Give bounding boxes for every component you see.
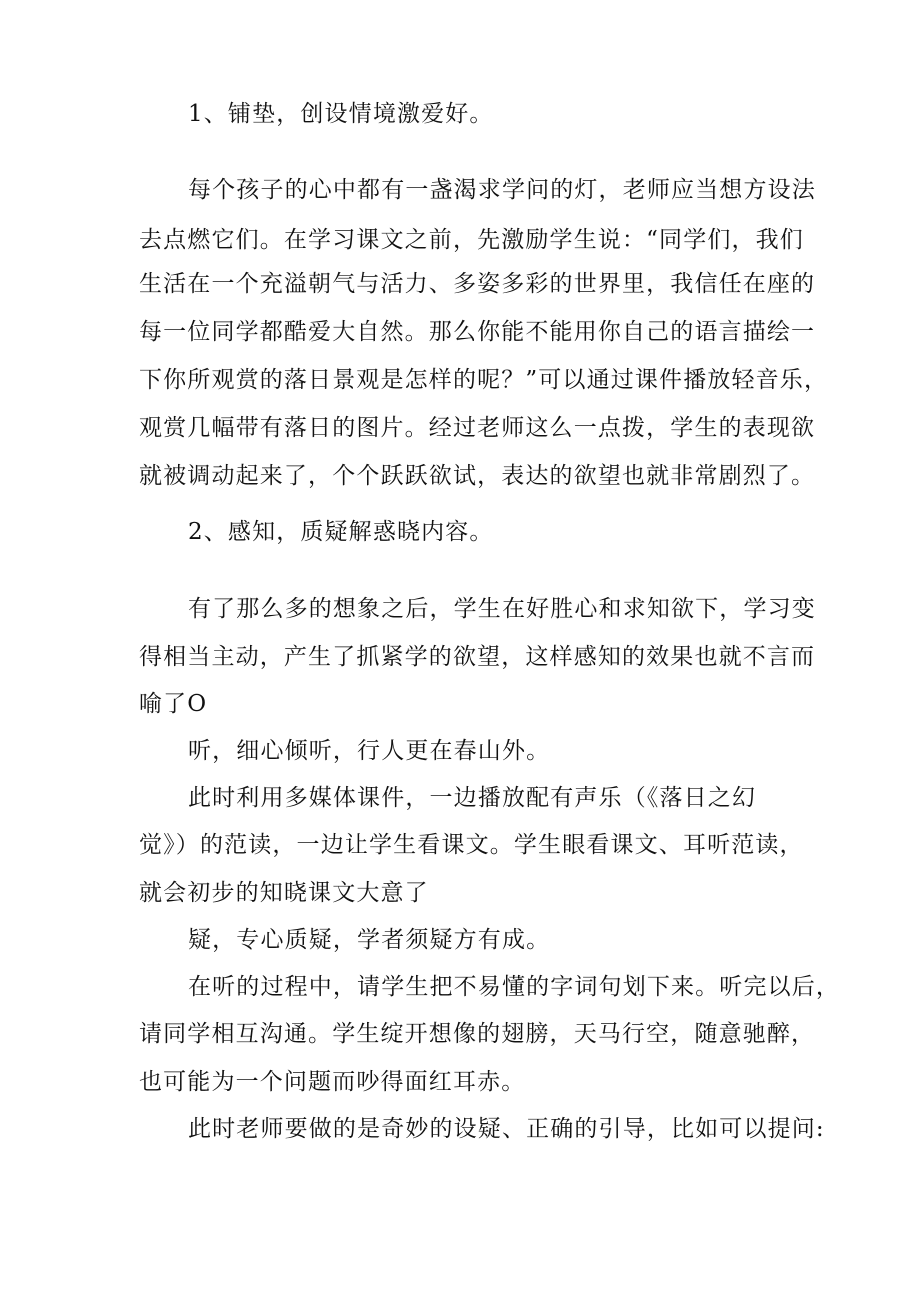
doubt-line: 疑，专心质疑，学者须疑方有成。 <box>188 927 551 953</box>
paragraph-2-line-2: 得相当主动，产生了抓紧学的欲望，这样感知的效果也就不言而 <box>139 644 816 670</box>
paragraph-3-line-3: 就会初步的知晓课文大意了 <box>139 880 429 906</box>
paragraph-2-line-3: 喻了O <box>139 691 208 717</box>
listen-line: 听，细心倾听，行人更在春山外。 <box>188 738 551 764</box>
section1-heading: 1、铺垫，创设情境激爱好。 <box>188 101 494 127</box>
paragraph-1-line-2: 去点燃它们。在学习课文之前，先激励学生说：“同学们，我们 <box>139 227 804 253</box>
paragraph-1-line-7: 就被调动起来了，个个跃跃欲试，表达的欲望也就非常剧烈了。 <box>139 463 816 489</box>
paragraph-4-line-2: 请同学相互沟通。学生绽开想像的翅膀，天马行空，随意驰醉， <box>139 1021 816 1047</box>
paragraph-4-line-3: 也可能为一个问题而吵得面红耳赤。 <box>139 1069 526 1095</box>
section2-heading: 2、感知，质疑解惑晓内容。 <box>188 519 494 545</box>
paragraph-1-line-3: 生活在一个充溢朝气与活力、多姿多彩的世界里，我信任在座的 <box>139 271 816 297</box>
paragraph-1-line-4: 每一位同学都酷爱大自然。那么你能不能用你自己的语言描绘一 <box>139 319 816 345</box>
paragraph-3-line-2: 觉》）的范读，一边让学生看课文。学生眼看课文、耳听范读， <box>139 832 804 858</box>
paragraph-3-line-1: 此时利用多媒体课件，一边播放配有声乐（《落日之幻 <box>188 785 757 811</box>
paragraph-1-line-6: 观赏几幅带有落日的图片。经过老师这么一点拨，学生的表现欲 <box>139 415 816 441</box>
paragraph-5-line-1: 此时老师要做的是奇妙的设疑、正确的引导，比如可以提问: <box>188 1116 825 1142</box>
paragraph-1-line-1: 每个孩子的心中都有一盏渴求学问的灯，老师应当想方设法 <box>188 177 816 203</box>
paragraph-2-line-1: 有了那么多的想象之后，学生在好胜心和求知欲下，学习变 <box>188 596 816 622</box>
paragraph-1-line-5: 下你所观赏的落日景观是怎样的呢？”可以通过课件播放轻音乐， <box>139 367 829 393</box>
paragraph-4-line-1: 在听的过程中，请学生把不易懂的字词句划下来。听完以后， <box>188 974 841 1000</box>
